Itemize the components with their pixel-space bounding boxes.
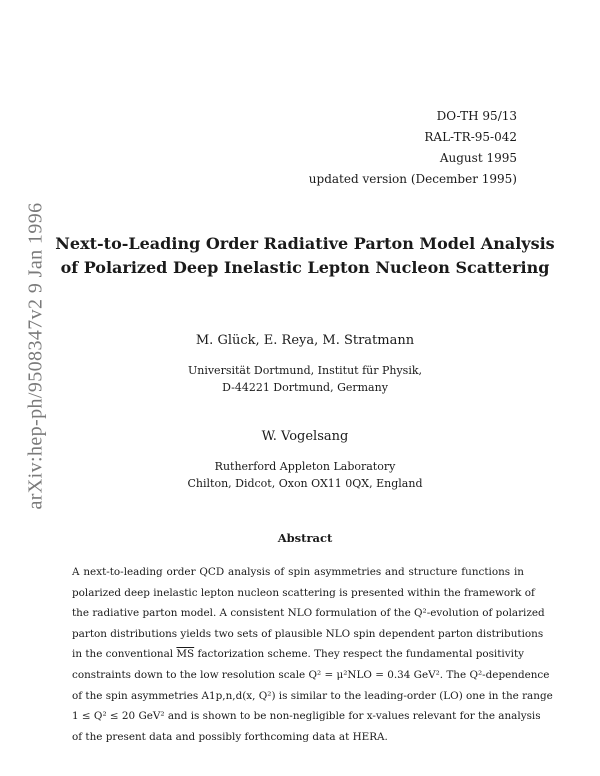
abstract-line: of the present data and possibly forthcoming data at HERA. [72, 730, 388, 743]
report-number: RAL-TR-95-042 [424, 130, 517, 144]
abstract-line: of the spin asymmetries A1p,n,d(x, Q²) is similar to the leading-order (LO) one in the range [72, 689, 553, 702]
abstract-line: polarized deep inelastic lepton nucleon scattering is presented within the framework of [72, 586, 535, 599]
author-list: M. Glück, E. Reya, M. Stratmann [195, 333, 415, 348]
report-info [309, 106, 517, 190]
abstract-line: constraints down to the low resolution scale Q² = μ²NLO = 0.34 GeV². The Q²-dependence [72, 668, 550, 681]
report-number: DO-TH 95/13 [436, 109, 517, 123]
abstract-line: A next-to-leading order QCD analysis of spin asymmetries and structure functions in [72, 566, 524, 578]
affiliation [40, 362, 570, 396]
abstract-line: parton distributions yields two sets of plausible NLO spin dependent parton distributions [72, 627, 544, 640]
abstract-line [72, 644, 524, 665]
author-list: W. Vogelsang [261, 429, 349, 444]
affiliation-line: Rutherford Appleton Laboratory [214, 460, 396, 473]
abstract-body [72, 562, 553, 747]
abstract-line-segment: in the conventional [72, 648, 177, 661]
title-line: Next-to-Leading Order Radiative Parton Model Analysis [55, 234, 555, 253]
affiliation-line: Universität Dortmund, Institut für Physik, [187, 364, 423, 377]
abstract-heading: Abstract [277, 531, 333, 545]
abstract-line: the radiative parton model. A consistent NLO formulation of the Q²-evolution of polarized [72, 607, 545, 620]
report-revision: updated version (December 1995) [308, 172, 517, 186]
abstract-line: 1 ≤ Q² ≤ 20 GeV² and is shown to be non-negligible for x-values relevant for the analysis [72, 710, 541, 723]
ms-bar-scheme: $\overline{MS}$ [176, 648, 195, 661]
title-line: of Polarized Deep Inelastic Lepton Nucleon Scattering [60, 258, 550, 277]
abstract-line-segment: factorization scheme. They respect the fundamental positivity [194, 648, 524, 661]
affiliation-line: Chilton, Didcot, Oxon OX11 0QX, England [187, 477, 423, 490]
report-date: August 1995 [439, 151, 517, 165]
paper-title [40, 232, 570, 280]
arxiv-identifier: arXiv:hep-ph/9508347v2 9 Jan 1996 [24, 202, 47, 510]
affiliation [40, 458, 570, 492]
affiliation-line: D-44221 Dortmund, Germany [222, 381, 388, 394]
